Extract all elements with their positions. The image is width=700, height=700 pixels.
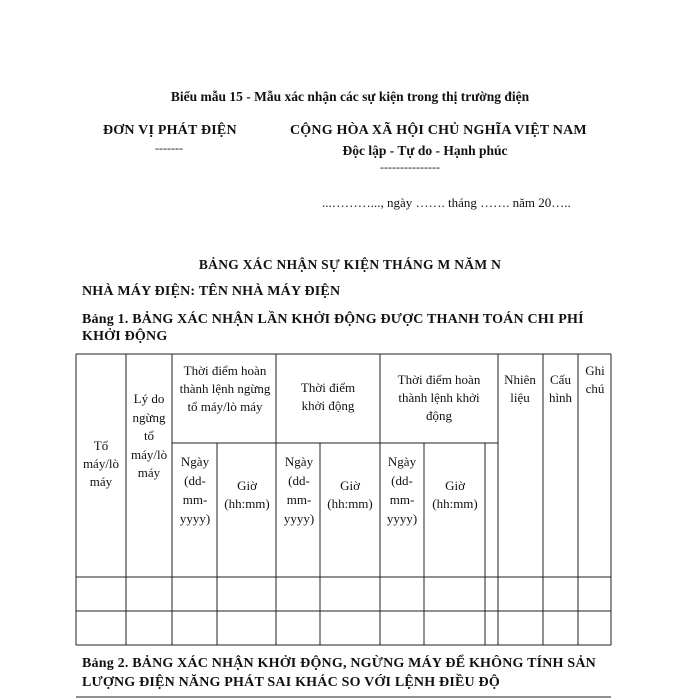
col-start-time-header: Thời điểm khởi động [300,380,356,413]
table1-title: Bảng 1. BẢNG XÁC NHẬN LẦN KHỞI ĐỘNG ĐƯỢC THANH TOÁN CHI PHÍ KHỞI ĐỘNG [82,312,584,344]
finish-date-header: Ngày (dd-mm-yyyy) [386,454,418,526]
finish-hour-header: Giờ (hh:mm) [432,478,478,511]
main-title: BẢNG XÁC NHẬN SỰ KIỆN THÁNG M NĂM N [198,257,502,272]
start-date-header: Ngày (dd-mm-yyyy) [283,454,315,526]
col-fuel-header: Nhiên liệu [504,372,536,405]
col-config-header: Cấu hình [548,372,573,405]
start-hour-header: Giờ (hh:mm) [327,478,373,511]
plant-line: NHÀ MÁY ĐIỆN: TÊN NHÀ MÁY ĐIỆN [82,284,341,299]
organization-divider: ------- [155,141,183,155]
stop-date-header: Ngày (dd-mm-yyyy) [179,454,211,526]
table2-title: Bảng 2. BẢNG XÁC NHẬN KHỞI ĐỘNG, NGỪNG MÁY ĐỂ KHÔNG TÍNH SẢN LƯỢNG ĐIỆN NĂNG PHÁT SAI KHÁC SO VỚI LỆNH ĐIỀU ĐỘ [82,656,596,690]
col-stop-time-header: Thời điểm hoàn thành lệnh ngừng tổ máy/lò máy [179,363,271,414]
col-finish-time-header: Thời điểm hoàn thành lệnh khởi động [397,372,481,423]
date-line: ...………..., ngày ……. tháng ……. năm 20….. [322,195,571,210]
col-note-header: Ghi chú [585,363,605,396]
organization-name: ĐƠN VỊ PHÁT ĐIỆN [103,123,237,138]
col-reason-header: Lý do ngừng tổ máy/lò máy [131,391,168,480]
col-unit-header: Tổ máy/lò máy [82,438,120,489]
stop-hour-header: Giờ (hh:mm) [224,478,270,511]
form-title: Biểu mẫu 15 - Mẫu xác nhận các sự kiện trong thị trường điện [170,89,530,104]
national-motto: Độc lập - Tự do - Hạnh phúc [342,143,508,158]
motto-divider: --------------- [380,160,440,174]
country-name: CỘNG HÒA XÃ HỘI CHỦ NGHĨA VIỆT NAM [290,123,587,138]
